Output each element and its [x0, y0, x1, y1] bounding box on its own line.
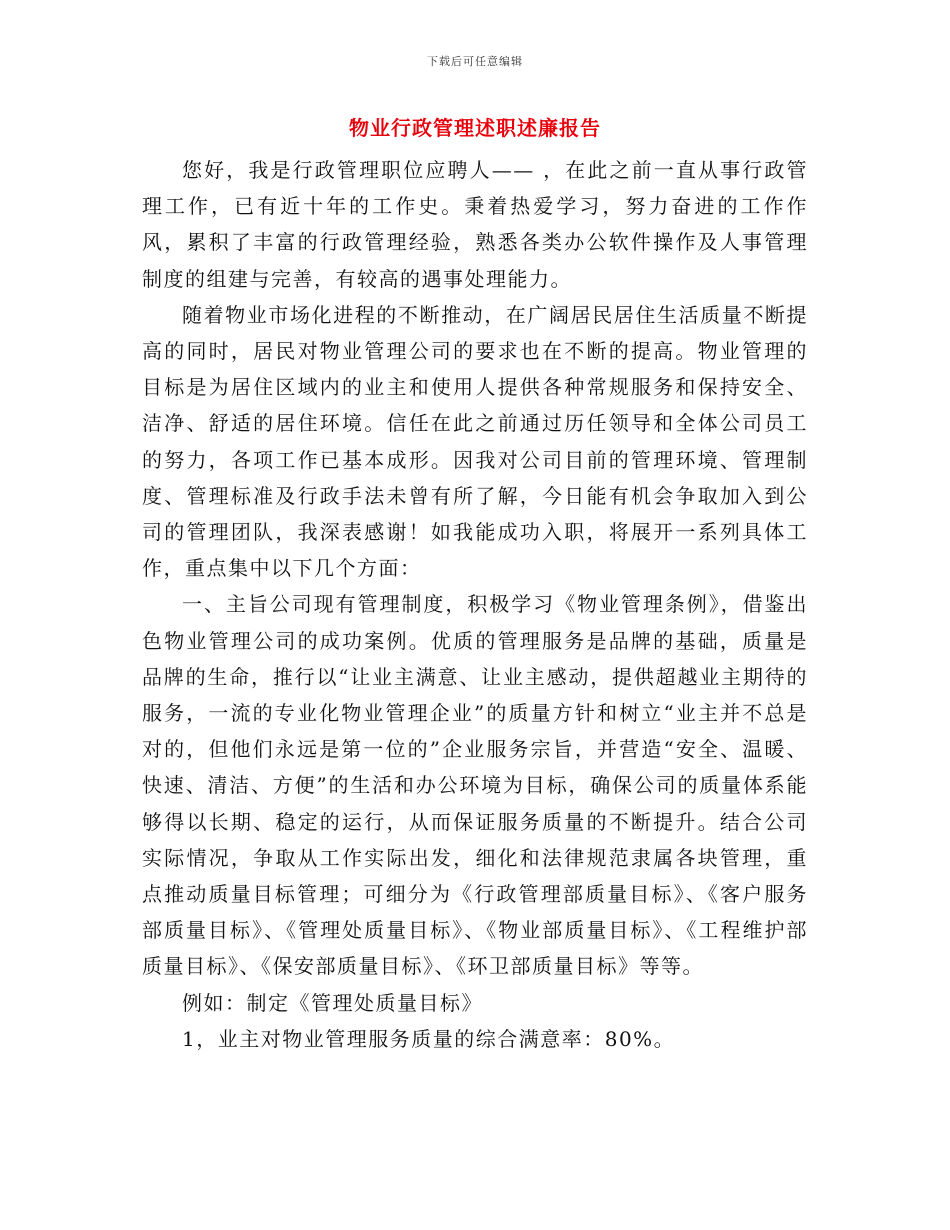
paragraph-example: 例如：制定《管理处质量目标》 [182, 990, 483, 1015]
paragraph-intro: 您好，我是行政管理职位应聘人—— ，在此之前一直从事行政管理工作，已有近十年的工作史。秉着热爱学习，努力奋进的工作作风，累积了丰富的行政管理经验，熟悉各类办公软件操作及人事管理制度的组建与完善，有较高的遇事处理能力。 [142, 158, 808, 291]
page-header-note: 下载后可任意编辑 [427, 55, 523, 68]
paragraph-background: 随着物业市场化进程的不断推动，在广阔居民居住生活质量不断提高的同时，居民对物业管理公司的要求也在不断的提高。物业管理的目标是为居住区域内的业主和使用人提供各种常规服务和保持安全、洁净、舒适的居住环境。信任在此之前通过历任领导和全体公司员工的努力，各项工作已基本成形。因我对公司目前的管理环境、管理制度、管理标准及行政手法未曾有所了解，今日能有机会争取加入到公司的管理团队，我深表感谢！如我能成功入职，将展开一系列具体工作，重点集中以下几个方面： [142, 302, 808, 581]
paragraph-item-one: 1，业主对物业管理服务质量的综合满意率：80%。 [182, 1026, 676, 1051]
document-body [142, 152, 808, 1057]
paragraph-section-one: 一、主旨公司现有管理制度，积极学习《物业管理条例》，借鉴出色物业管理公司的成功案例。优质的管理服务是品牌的基础，质量是品牌的生命，推行以“让业主满意、让业主感动，提供超越业主期待的服务，一流的专业化物业管理企业”的质量方针和树立“业主并不总是对的，但他们永远是第一位的”企业服务宗旨，并营造“安全、温暖、快速、清洁、方便”的生活和办公环境为目标，确保公司的质量体系能够得以长期、稳定的运行，从而保证服务质量的不断提升。结合公司实际情况，争取从工作实际出发，细化和法律规范隶属各块管理，重点推动质量目标管理；可细分为《行政管理部质量目标》、《客户服务部质量目标》、《管理处质量目标》、《物业部质量目标》、《工程维护部质量目标》、《保安部质量目标》、《环卫部质量目标》等等。 [142, 592, 808, 979]
document-title: 物业行政管理述职述廉报告 [349, 116, 601, 140]
